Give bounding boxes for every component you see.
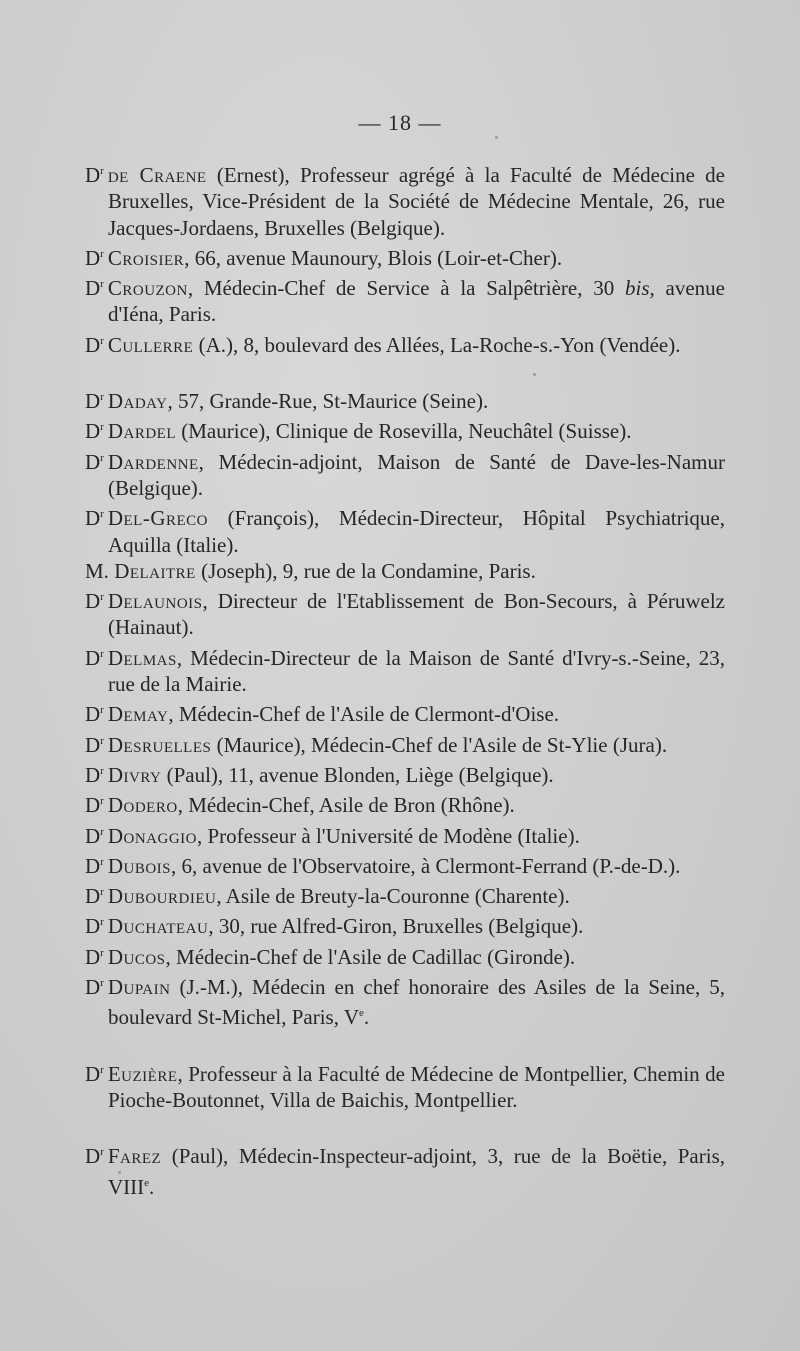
entry-title: $D^r$ — [85, 1144, 104, 1169]
entry-text: , Médecin-Chef de l'Asile de Cadillac (Gironde). — [165, 944, 576, 969]
entry-title: $D^r$ — [85, 762, 104, 787]
directory-entry — [85, 414, 725, 444]
directory-entry — [85, 819, 725, 849]
entry-text: (A.), 8, boulevard des Allées, La-Roche-s.-Yon (Vendée). — [193, 332, 681, 357]
entry-text: (Paul), Médecin-Inspecteur-adjoint, 3, rue de la Boëtie, Paris, VIII — [108, 1144, 725, 1199]
entry-title: $D^r$ — [85, 589, 104, 614]
entry-name: Euzière — [107, 1061, 178, 1086]
entry-text: , Médecin-Chef de Service à la Salpêtrière, 30 — [187, 276, 625, 301]
entry-italic: bis, — [625, 276, 655, 301]
entry-name: Desruelles — [107, 732, 212, 757]
directory-entry — [85, 584, 725, 641]
entry-title: $D^r$ — [85, 793, 104, 818]
entry-name: Dupain — [107, 975, 171, 1000]
directory-entry — [85, 940, 725, 970]
entry-title: $D^r$ — [85, 389, 104, 414]
entry-name: Croisier — [107, 245, 185, 270]
entry-title: $D^r$ — [85, 645, 104, 670]
entry-title: $D^r$ — [85, 914, 104, 939]
entry-text: (J.-M.), Médecin en chef honoraire des Asiles de la Seine, 5, boulevard St-Michel, Paris, V — [108, 975, 725, 1030]
entry-title: $D^r$ — [85, 332, 104, 357]
entry-name: Delaunois — [107, 589, 203, 614]
entry-title: $D^r$ — [85, 823, 104, 848]
entry-name: Delmas — [107, 645, 177, 670]
directory-entry — [85, 558, 725, 584]
entry-title: $D^r$ — [85, 506, 104, 531]
entry-text: , Directeur de l'Etablissement de Bon-Secours, à Péruwelz (Hainaut). — [108, 589, 725, 640]
entry-title: $D^r$ — [85, 1061, 104, 1086]
entry-name: Crouzon — [107, 276, 188, 301]
entry-text: , Médecin-Chef, Asile de Bron (Rhône). — [177, 793, 515, 818]
directory-entry — [85, 758, 725, 788]
directory-entry — [85, 328, 725, 358]
directory-entry — [85, 1057, 725, 1114]
entry-title: $D^r$ — [85, 419, 104, 444]
directory-list — [85, 158, 725, 1200]
entry-title: $D^r$ — [85, 853, 104, 878]
entry-title: $D^r$ — [85, 975, 104, 1000]
entry-title: $D^r$ — [85, 163, 104, 187]
directory-entry — [85, 788, 725, 818]
entry-name: Dubois — [107, 853, 172, 878]
directory-entry — [85, 501, 725, 558]
entry-text: , 6, avenue de l'Observatoire, à Clermont-Ferrand (P.-de-D.). — [171, 853, 681, 878]
entry-text: , Professeur à l'Université de Modène (Italie). — [197, 823, 580, 848]
paper-speck — [533, 373, 536, 376]
entry-text: (Maurice), Clinique de Rosevilla, Neuchâtel (Suisse). — [176, 419, 632, 444]
entry-text: , 57, Grande-Rue, St-Maurice (Seine). — [167, 389, 489, 414]
directory-entry — [85, 970, 725, 1031]
entry-text: (Ernest), Professeur agrégé à la Faculté de Médecine de Bruxelles, Vice-Président de la Société de Médecine Mentale, 26, rue Jacques-Jordaens, Bruxelles (Belgique). — [108, 163, 725, 240]
entry-title: $D^r$ — [85, 884, 104, 909]
entry-text: (Paul), 11, avenue Blonden, Liège (Belgique). — [161, 762, 554, 787]
entry-title: $D^r$ — [85, 276, 104, 301]
entry-text: (François), Médecin-Directeur, Hôpital Psychiatrique, Aquilla (Italie). — [108, 506, 725, 557]
entry-title: M. — [85, 558, 109, 583]
entry-name: Dardenne — [107, 449, 199, 474]
entry-text: (Maurice), Médecin-Chef de l'Asile de St-Ylie (Jura). — [211, 732, 668, 757]
entry-ordinal: e — [144, 1176, 150, 1189]
directory-entry — [85, 271, 725, 328]
entry-title: $D^r$ — [85, 732, 104, 757]
entry-name: Ducos — [107, 944, 166, 969]
entry-text: , 30, rue Alfred-Giron, Bruxelles (Belgique). — [208, 914, 584, 939]
entry-name: Del-Greco — [107, 506, 208, 531]
entry-title: $D^r$ — [85, 245, 104, 270]
entry-text: , Médecin-Chef de l'Asile de Clermont-d'Oise. — [168, 702, 560, 727]
directory-entry — [85, 879, 725, 909]
directory-entry — [85, 384, 725, 414]
directory-entry — [85, 1139, 725, 1200]
directory-entry — [85, 849, 725, 879]
entry-text: (Joseph), 9, rue de la Condamine, Paris. — [195, 558, 536, 583]
entry-text-end: . — [149, 1174, 155, 1199]
entry-name: Dodero — [107, 793, 178, 818]
directory-entry — [85, 641, 725, 698]
directory-entry — [85, 241, 725, 271]
entry-name: Duchateau — [107, 914, 209, 939]
entry-text-end: avenue d'Iéna, Paris. — [108, 276, 725, 327]
entry-text: , Asile de Breuty-la-Couronne (Charente). — [216, 884, 570, 909]
directory-entry — [85, 728, 725, 758]
directory-entry — [85, 697, 725, 727]
entry-text-end: . — [363, 1005, 370, 1030]
directory-entry — [85, 445, 725, 502]
entry-name: Farez — [107, 1144, 162, 1169]
entry-name: Cullerre — [107, 332, 194, 357]
entry-name: Delaitre — [114, 558, 196, 583]
entry-name: Dardel — [107, 419, 177, 444]
entry-text: , Professeur à la Faculté de Médecine de Montpellier, Chemin de Pioche-Boutonnet, Villa de Baichis, Montpellier. — [108, 1061, 725, 1112]
entry-title: $D^r$ — [85, 944, 104, 969]
entry-name: Daday — [107, 389, 168, 414]
entry-ordinal: e — [359, 1007, 364, 1020]
directory-entry — [85, 158, 725, 241]
paper-speck — [495, 136, 498, 139]
entry-text: , Médecin-adjoint, Maison de Santé de Dave-les-Namur (Belgique). — [108, 449, 725, 500]
entry-name: de Craene — [107, 163, 207, 187]
entry-name: Dubourdieu — [107, 884, 217, 909]
entry-title: $D^r$ — [85, 702, 104, 727]
paper-speck — [118, 1171, 121, 1174]
entry-name: Demay — [107, 702, 169, 727]
directory-entry — [85, 909, 725, 939]
entry-text: , Médecin-Directeur de la Maison de Santé d'Ivry-s.-Seine, 23, rue de la Mairie. — [108, 645, 725, 697]
entry-name: Donaggio — [107, 823, 197, 848]
entry-title: $D^r$ — [85, 449, 104, 474]
page-number: — 18 — — [358, 110, 442, 135]
entry-name: Divry — [107, 762, 162, 787]
entry-text: , 66, avenue Maunoury, Blois (Loir-et-Cher). — [184, 245, 563, 270]
